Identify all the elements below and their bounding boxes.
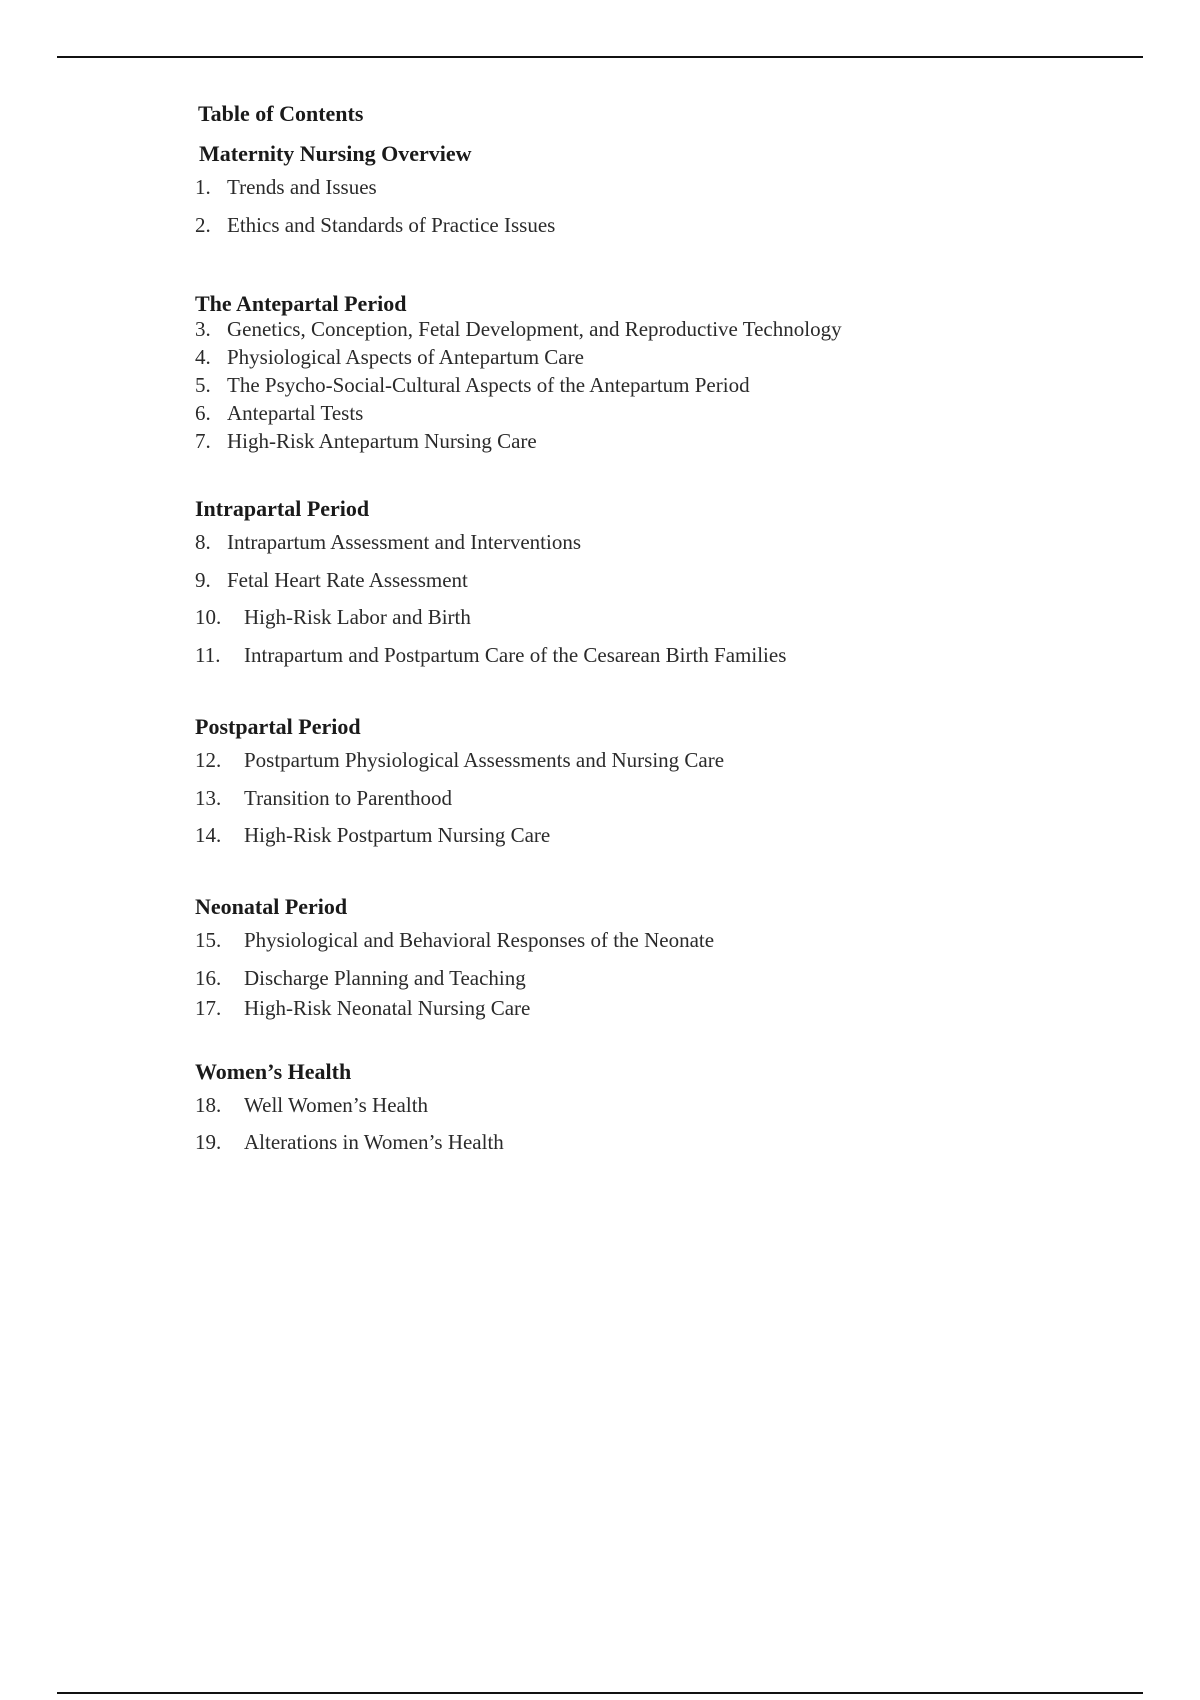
toc-item[interactable] — [195, 175, 995, 213]
section-maternity-nursing-overview — [195, 141, 995, 291]
section-heading: Neonatal Period — [195, 894, 348, 919]
toc-item[interactable] — [195, 823, 995, 861]
toc-item-title: The Psycho-Social-Cultural Aspects of the Antepartum Period — [227, 373, 750, 397]
toc-item[interactable] — [195, 605, 995, 643]
toc-item[interactable] — [195, 1130, 995, 1167]
toc-item[interactable] — [195, 928, 995, 966]
toc-item-number: 5. — [195, 373, 211, 397]
toc-item-number: 4. — [195, 345, 211, 369]
toc-item-number: 2. — [195, 213, 211, 237]
toc-item-number: 12. — [195, 748, 222, 772]
toc-item-number: 18. — [195, 1093, 222, 1117]
toc-item[interactable] — [195, 568, 995, 605]
toc-item-number: 1. — [195, 175, 211, 199]
toc-item-title: Fetal Heart Rate Assessment — [227, 568, 468, 592]
toc-item-title: Postpartum Physiological Assessments and Nursing Care — [244, 748, 725, 772]
toc-item[interactable] — [195, 748, 995, 786]
toc-item-number: 14. — [195, 823, 222, 847]
toc-item-title: Alterations in Women’s Health — [244, 1130, 504, 1154]
section-heading: The Antepartal Period — [195, 291, 407, 316]
toc-item-number: 6. — [195, 401, 211, 425]
toc-item[interactable] — [195, 317, 995, 345]
toc-item-title: Intrapartum Assessment and Interventions — [227, 530, 582, 554]
toc-item-title: Physiological Aspects of Antepartum Care — [227, 345, 584, 369]
toc-item[interactable] — [195, 530, 995, 568]
toc-item[interactable] — [195, 643, 995, 681]
toc-item[interactable] — [195, 373, 995, 401]
toc-item[interactable] — [195, 966, 995, 996]
section-heading: Intrapartal Period — [195, 496, 370, 521]
section-intrapartal-period — [195, 496, 995, 714]
toc-item-number: 7. — [195, 429, 211, 453]
toc-item-number: 8. — [195, 530, 211, 554]
toc-item-title: Intrapartum and Postpartum Care of the Cesarean Birth Families — [244, 643, 787, 667]
toc-item[interactable] — [195, 401, 995, 429]
toc-item-number: 10. — [195, 605, 222, 629]
toc-item[interactable] — [195, 1093, 995, 1130]
toc-item-number: 9. — [195, 568, 211, 592]
toc-item-number: 19. — [195, 1130, 222, 1154]
toc-item-title: High-Risk Labor and Birth — [244, 605, 471, 629]
toc-item-title: Physiological and Behavioral Responses of the Neonate — [244, 928, 715, 952]
toc-item-title: Genetics, Conception, Fetal Development, and Reproductive Technology — [227, 317, 842, 341]
toc-item[interactable] — [195, 996, 995, 1026]
toc-item-title: High-Risk Postpartum Nursing Care — [244, 823, 551, 847]
top-rule — [57, 56, 1143, 58]
bottom-rule — [57, 1692, 1143, 1694]
section-antepartal-period — [195, 291, 995, 496]
toc-item-number: 11. — [195, 643, 221, 667]
toc-item-title: Ethics and Standards of Practice Issues — [227, 213, 556, 237]
toc-item-title: High-Risk Neonatal Nursing Care — [244, 996, 531, 1020]
section-neonatal-period — [195, 894, 995, 1059]
section-heading: Maternity Nursing Overview — [199, 141, 472, 166]
toc-item[interactable] — [195, 213, 995, 251]
toc-item[interactable] — [195, 786, 995, 823]
toc-item-number: 13. — [195, 786, 222, 810]
toc-item-title: Trends and Issues — [227, 175, 377, 199]
toc-item-title: Transition to Parenthood — [244, 786, 453, 810]
toc-title: Table of Contents — [198, 101, 364, 126]
toc-item-title: High-Risk Antepartum Nursing Care — [227, 429, 537, 453]
section-postpartal-period — [195, 714, 995, 894]
toc-item-title: Discharge Planning and Teaching — [244, 966, 526, 990]
toc-item-number: 17. — [195, 996, 222, 1020]
section-womens-health — [195, 1059, 995, 1169]
section-heading: Women’s Health — [195, 1059, 352, 1084]
toc-item-number: 15. — [195, 928, 222, 952]
toc-item-number: 16. — [195, 966, 222, 990]
toc-item-title: Antepartal Tests — [227, 401, 364, 425]
toc-item-number: 3. — [195, 317, 211, 341]
section-heading: Postpartal Period — [195, 714, 361, 739]
toc-item[interactable] — [195, 345, 995, 373]
toc-item-title: Well Women’s Health — [244, 1093, 429, 1117]
table-of-contents — [195, 101, 995, 1169]
toc-item[interactable] — [195, 429, 995, 457]
